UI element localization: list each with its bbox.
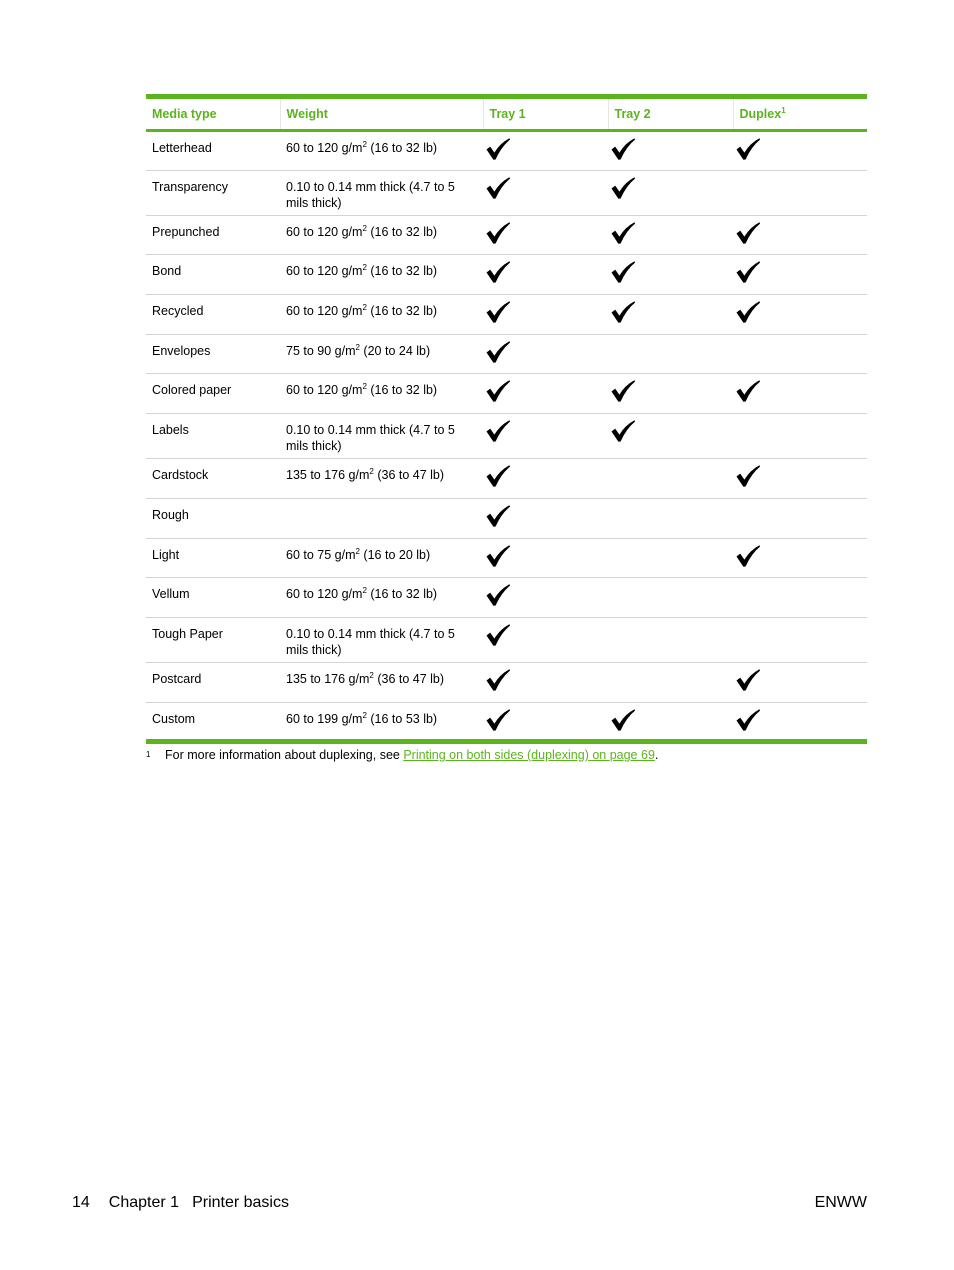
header-weight: Weight <box>280 97 483 131</box>
tray1-cell <box>483 295 608 335</box>
media-type-cell: Light <box>146 538 280 578</box>
header-duplex-footnote-ref: 1 <box>781 106 786 115</box>
tray1-cell <box>483 170 608 215</box>
media-type-cell: Recycled <box>146 295 280 335</box>
weight-cell <box>280 578 483 618</box>
duplex-cell <box>733 459 867 499</box>
tray1-cell <box>483 255 608 295</box>
checkmark-icon <box>735 668 761 692</box>
tray2-cell <box>608 170 733 215</box>
chapter-title: Printer basics <box>192 1194 289 1211</box>
tray1-cell <box>483 215 608 255</box>
footnote-text-wrap <box>165 747 658 763</box>
tray1-cell <box>483 131 608 171</box>
media-type-cell: Prepunched <box>146 215 280 255</box>
weight-text: 135 to 176 g/m <box>286 468 370 483</box>
weight-cell <box>280 459 483 499</box>
tray2-cell <box>608 578 733 618</box>
media-type-cell: Vellum <box>146 578 280 618</box>
weight-superscript: 2 <box>369 670 374 680</box>
tray1-cell <box>483 702 608 742</box>
duplex-cell <box>733 131 867 171</box>
tray2-cell <box>608 334 733 374</box>
checkmark-icon <box>610 176 636 200</box>
weight-superscript: 2 <box>362 382 367 392</box>
weight-text: 60 to 120 g/m <box>286 383 363 398</box>
table-row <box>146 578 867 618</box>
weight-text: 0.10 to 0.14 mm thick (4.7 to 5 mils thick) <box>286 626 455 657</box>
table-row <box>146 617 867 662</box>
duplex-cell <box>733 538 867 578</box>
tray2-cell <box>608 538 733 578</box>
tray1-cell <box>483 662 608 702</box>
checkmark-icon <box>485 340 511 364</box>
weight-text: 60 to 120 g/m <box>286 587 363 602</box>
weight-text-suffix: (16 to 32 lb) <box>366 264 438 279</box>
checkmark-icon <box>485 221 511 245</box>
weight-text-suffix: (20 to 24 lb) <box>359 343 431 358</box>
weight-text: 60 to 75 g/m <box>286 547 356 562</box>
media-type-cell: Cardstock <box>146 459 280 499</box>
duplex-cell <box>733 578 867 618</box>
tray2-cell <box>608 414 733 459</box>
tray2-cell <box>608 374 733 414</box>
checkmark-icon <box>735 300 761 324</box>
checkmark-icon <box>485 260 511 284</box>
checkmark-icon <box>485 583 511 607</box>
weight-text-suffix: (36 to 47 lb) <box>373 671 445 686</box>
weight-superscript: 2 <box>362 303 367 313</box>
media-type-cell: Custom <box>152 711 196 726</box>
table-row <box>146 702 867 742</box>
checkmark-icon <box>485 176 511 200</box>
media-type-cell: Postcard <box>146 662 280 702</box>
media-type-cell: Colored paper <box>146 374 280 414</box>
checkmark-icon <box>485 544 511 568</box>
media-type-cell: Rough <box>146 498 280 538</box>
weight-superscript: 2 <box>362 710 367 720</box>
checkmark-icon <box>735 544 761 568</box>
checkmark-icon <box>485 668 511 692</box>
weight-superscript: 2 <box>369 467 374 477</box>
table-row <box>146 459 867 499</box>
checkmark-icon <box>485 464 511 488</box>
weight-cell <box>280 617 483 662</box>
tray1-cell <box>483 538 608 578</box>
checkmark-icon <box>610 221 636 245</box>
tray2-cell <box>608 215 733 255</box>
duplex-cell <box>733 374 867 414</box>
checkmark-icon <box>735 379 761 403</box>
duplex-cell <box>733 617 867 662</box>
tray1-cell <box>483 498 608 538</box>
tray1-cell <box>483 414 608 459</box>
weight-text-suffix: (36 to 47 lb) <box>373 468 445 483</box>
weight-superscript: 2 <box>362 586 367 596</box>
header-tray1: Tray 1 <box>483 97 608 131</box>
checkmark-icon <box>610 379 636 403</box>
weight-cell <box>280 215 483 255</box>
weight-cell <box>280 295 483 335</box>
weight-text-suffix: (16 to 53 lb) <box>366 711 438 726</box>
page-number: 14 <box>72 1194 90 1211</box>
weight-text-suffix: (16 to 32 lb) <box>366 304 438 319</box>
tray2-cell <box>608 255 733 295</box>
checkmark-icon <box>485 137 511 161</box>
table-row <box>146 498 867 538</box>
checkmark-icon <box>610 137 636 161</box>
table-row <box>146 131 867 171</box>
table-row <box>146 374 867 414</box>
tray2-cell <box>608 131 733 171</box>
table-row <box>146 414 867 459</box>
weight-cell <box>280 255 483 295</box>
header-tray2: Tray 2 <box>608 97 733 131</box>
page-footer-right: ENWW <box>814 1194 867 1211</box>
weight-text-suffix: (16 to 32 lb) <box>366 141 438 155</box>
media-type-cell: Labels <box>146 414 280 459</box>
duplex-cell <box>733 662 867 702</box>
table-header-row <box>146 97 867 131</box>
weight-text-suffix: (16 to 32 lb) <box>366 587 438 602</box>
weight-superscript: 2 <box>362 263 367 273</box>
weight-text: 0.10 to 0.14 mm thick (4.7 to 5 mils thick) <box>286 423 455 454</box>
tray2-cell <box>608 459 733 499</box>
checkmark-icon <box>735 221 761 245</box>
checkmark-icon <box>735 137 761 161</box>
footnote-text: For more information about duplexing, see <box>165 748 404 762</box>
table-row <box>146 215 867 255</box>
header-media-type: Media type <box>146 97 280 131</box>
tray2-cell <box>608 295 733 335</box>
weight-superscript: 2 <box>355 342 360 352</box>
tray1-cell <box>483 374 608 414</box>
weight-text: 60 to 120 g/m <box>286 264 363 279</box>
footnote-end: . <box>654 748 659 762</box>
weight-text-suffix: (16 to 32 lb) <box>366 224 438 239</box>
tray2-cell <box>608 702 733 742</box>
weight-text: 0.10 to 0.14 mm thick (4.7 to 5 mils thick) <box>286 179 455 210</box>
checkmark-icon <box>610 260 636 284</box>
checkmark-icon <box>610 419 636 443</box>
weight-cell <box>280 498 483 538</box>
duplex-cell <box>733 215 867 255</box>
media-type-cell: Bond <box>146 255 280 295</box>
table-row <box>146 662 867 702</box>
weight-cell <box>280 414 483 459</box>
weight-text: 60 to 120 g/m <box>286 224 363 239</box>
media-type-cell: Letterhead <box>146 131 280 171</box>
table-row <box>146 170 867 215</box>
weight-text: 60 to 120 g/m <box>286 141 363 155</box>
duplex-cell <box>733 334 867 374</box>
tray1-cell <box>483 459 608 499</box>
duplex-cell <box>733 295 867 335</box>
checkmark-icon <box>610 300 636 324</box>
tray1-cell <box>483 617 608 662</box>
table-body <box>146 131 867 742</box>
checkmark-icon <box>485 379 511 403</box>
table-row <box>146 255 867 295</box>
weight-text-suffix: (16 to 32 lb) <box>366 383 438 398</box>
chapter-label: Chapter 1 <box>108 1194 180 1211</box>
checkmark-icon <box>485 623 511 647</box>
duplex-cell <box>733 170 867 215</box>
weight-text: 60 to 120 g/m <box>286 304 363 319</box>
weight-superscript: 2 <box>355 546 360 556</box>
weight-cell <box>280 702 483 742</box>
weight-cell <box>280 334 483 374</box>
checkmark-icon <box>485 504 511 528</box>
checkmark-icon <box>485 300 511 324</box>
weight-cell <box>280 538 483 578</box>
media-type-cell: Transparency <box>146 170 280 215</box>
weight-text: 75 to 90 g/m <box>286 343 356 358</box>
table-row <box>146 334 867 374</box>
checkmark-icon <box>735 708 761 732</box>
page-footer-left <box>72 1193 289 1213</box>
weight-text: 135 to 176 g/m <box>286 671 370 686</box>
checkmark-icon <box>735 260 761 284</box>
media-type-cell: Tough Paper <box>146 617 280 662</box>
media-type-cell: Envelopes <box>146 334 280 374</box>
header-duplex <box>733 97 867 131</box>
tray1-cell <box>483 334 608 374</box>
table-row <box>146 295 867 335</box>
checkmark-icon <box>485 419 511 443</box>
duplex-cell <box>733 498 867 538</box>
table-row <box>146 538 867 578</box>
checkmark-icon <box>610 708 636 732</box>
duplex-cell <box>733 702 867 742</box>
media-type-table <box>146 94 867 744</box>
checkmark-icon <box>735 464 761 488</box>
weight-cell <box>280 170 483 215</box>
weight-text-suffix: (16 to 20 lb) <box>359 547 431 562</box>
weight-text: 60 to 199 g/m <box>286 711 363 726</box>
tray2-cell <box>608 662 733 702</box>
duplexing-link[interactable]: Printing on both sides (duplexing) on page 69 <box>403 748 655 762</box>
footnote-mark: 1 <box>146 750 151 759</box>
tray2-cell <box>608 617 733 662</box>
tray2-cell <box>608 498 733 538</box>
duplex-cell <box>733 414 867 459</box>
weight-superscript: 2 <box>362 223 367 233</box>
tray1-cell <box>483 578 608 618</box>
weight-superscript: 2 <box>362 140 367 149</box>
duplex-cell <box>733 255 867 295</box>
weight-cell <box>280 131 483 171</box>
checkmark-icon <box>485 708 511 732</box>
header-duplex-label: Duplex <box>739 107 782 121</box>
weight-cell <box>280 374 483 414</box>
weight-cell <box>280 662 483 702</box>
